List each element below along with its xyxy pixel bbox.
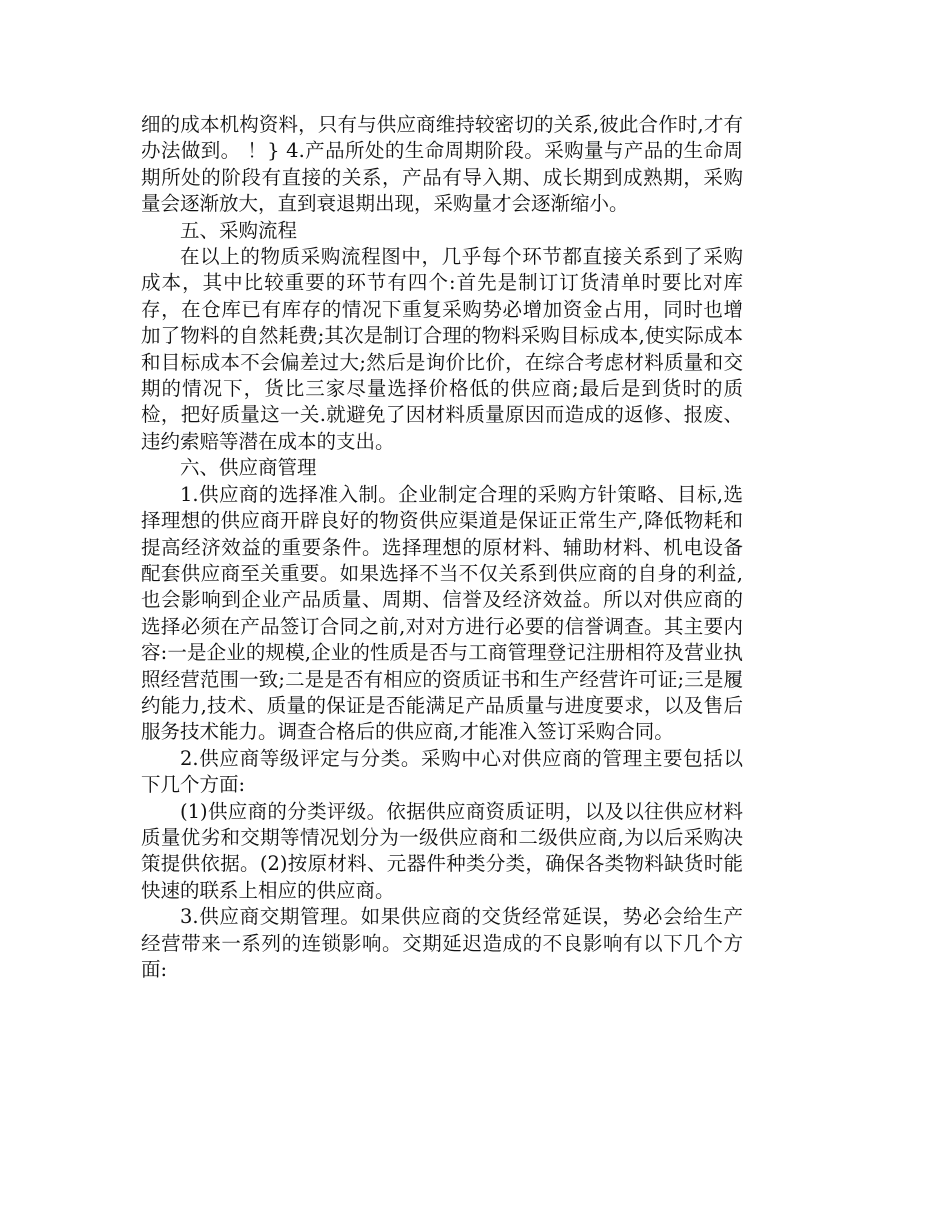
section-heading-procurement-process: 五、采购流程 <box>180 218 298 242</box>
paragraph-supplier-delivery: 3.供应商交期管理。如果供应商的交货经常延误，势必会给生产经营带来一系列的连锁影响。交期延迟造成的不良影响有以下几个方面: <box>141 905 743 981</box>
paragraph-supplier-grading: 2.供应商等级评定与分类。采购中心对供应商的管理主要包括以下几个方面: <box>141 746 743 797</box>
document-page <box>141 112 743 983</box>
paragraph-supplier-selection: 1.供应商的选择准入制。企业制定合理的采购方针策略、目标,选择理想的供应商开辟良好的物资供应渠道是保证正常生产,降低物耗和提高经济效益的重要条件。选择理想的原材料、辅助材料、机电设备配套供应商至关重要。如果选择不当不仅关系到供应商的自身的利益,也会影响到企业产品质量、周期、信誉及经济效益。所以对供应商的选择必须在产品签订合同之前,对对方进行必要的信誉调查。其主要内容:一是企业的规模,企业的性质是否与工商管理登记注册相符及营业执照经营范围一致;二是是否有相应的资质证书和生产经营许可证;三是履约能力,技术、质量的保证是否能满足产品质量与进度要求，以及售后服务技术能力。调查合格后的供应商,才能准入签订采购合同。 <box>141 482 743 744</box>
paragraph-continuation: 细的成本机构资料，只有与供应商维持较密切的关系,彼此合作时,才有办法做到。 ！} 4.产品所处的生命周期阶段。采购量与产品的生命周期所处的阶段有直接的关系，产品有导入期、成长期到成熟期，采购量会逐渐放大，直到衰退期出现，采购量才会逐渐缩小。 <box>141 113 743 216</box>
section-heading-supplier-management: 六、供应商管理 <box>180 456 317 480</box>
paragraph-procurement-flow: 在以上的物质采购流程图中，几乎每个环节都直接关系到了采购成本，其中比较重要的环节有四个:首先是制订订货清单时要比对库存，在仓库已有库存的情况下重复采购势必增加资金占用，同时也增加了物料的自然耗费;其次是制订合理的物料采购目标成本,使实际成本和目标成本不会偏差过大;然后是询价比价，在综合考虑材料质量和交期的情况下，货比三家尽量选择价格低的供应商;最后是到货时的质检，把好质量这一关.就避免了因材料质量原因而造成的返修、报废、违约索赔等潜在成本的支出。 <box>141 245 743 453</box>
paragraph-supplier-classification: (1)供应商的分类评级。依据供应商资质证明，以及以往供应材料质量优劣和交期等情况划分为一级供应商和二级供应商,为以后采购决策提供依据。(2)按原材料、元器件种类分类，确保各类物料缺货时能快速的联系上相应的供应商。 <box>141 799 743 902</box>
